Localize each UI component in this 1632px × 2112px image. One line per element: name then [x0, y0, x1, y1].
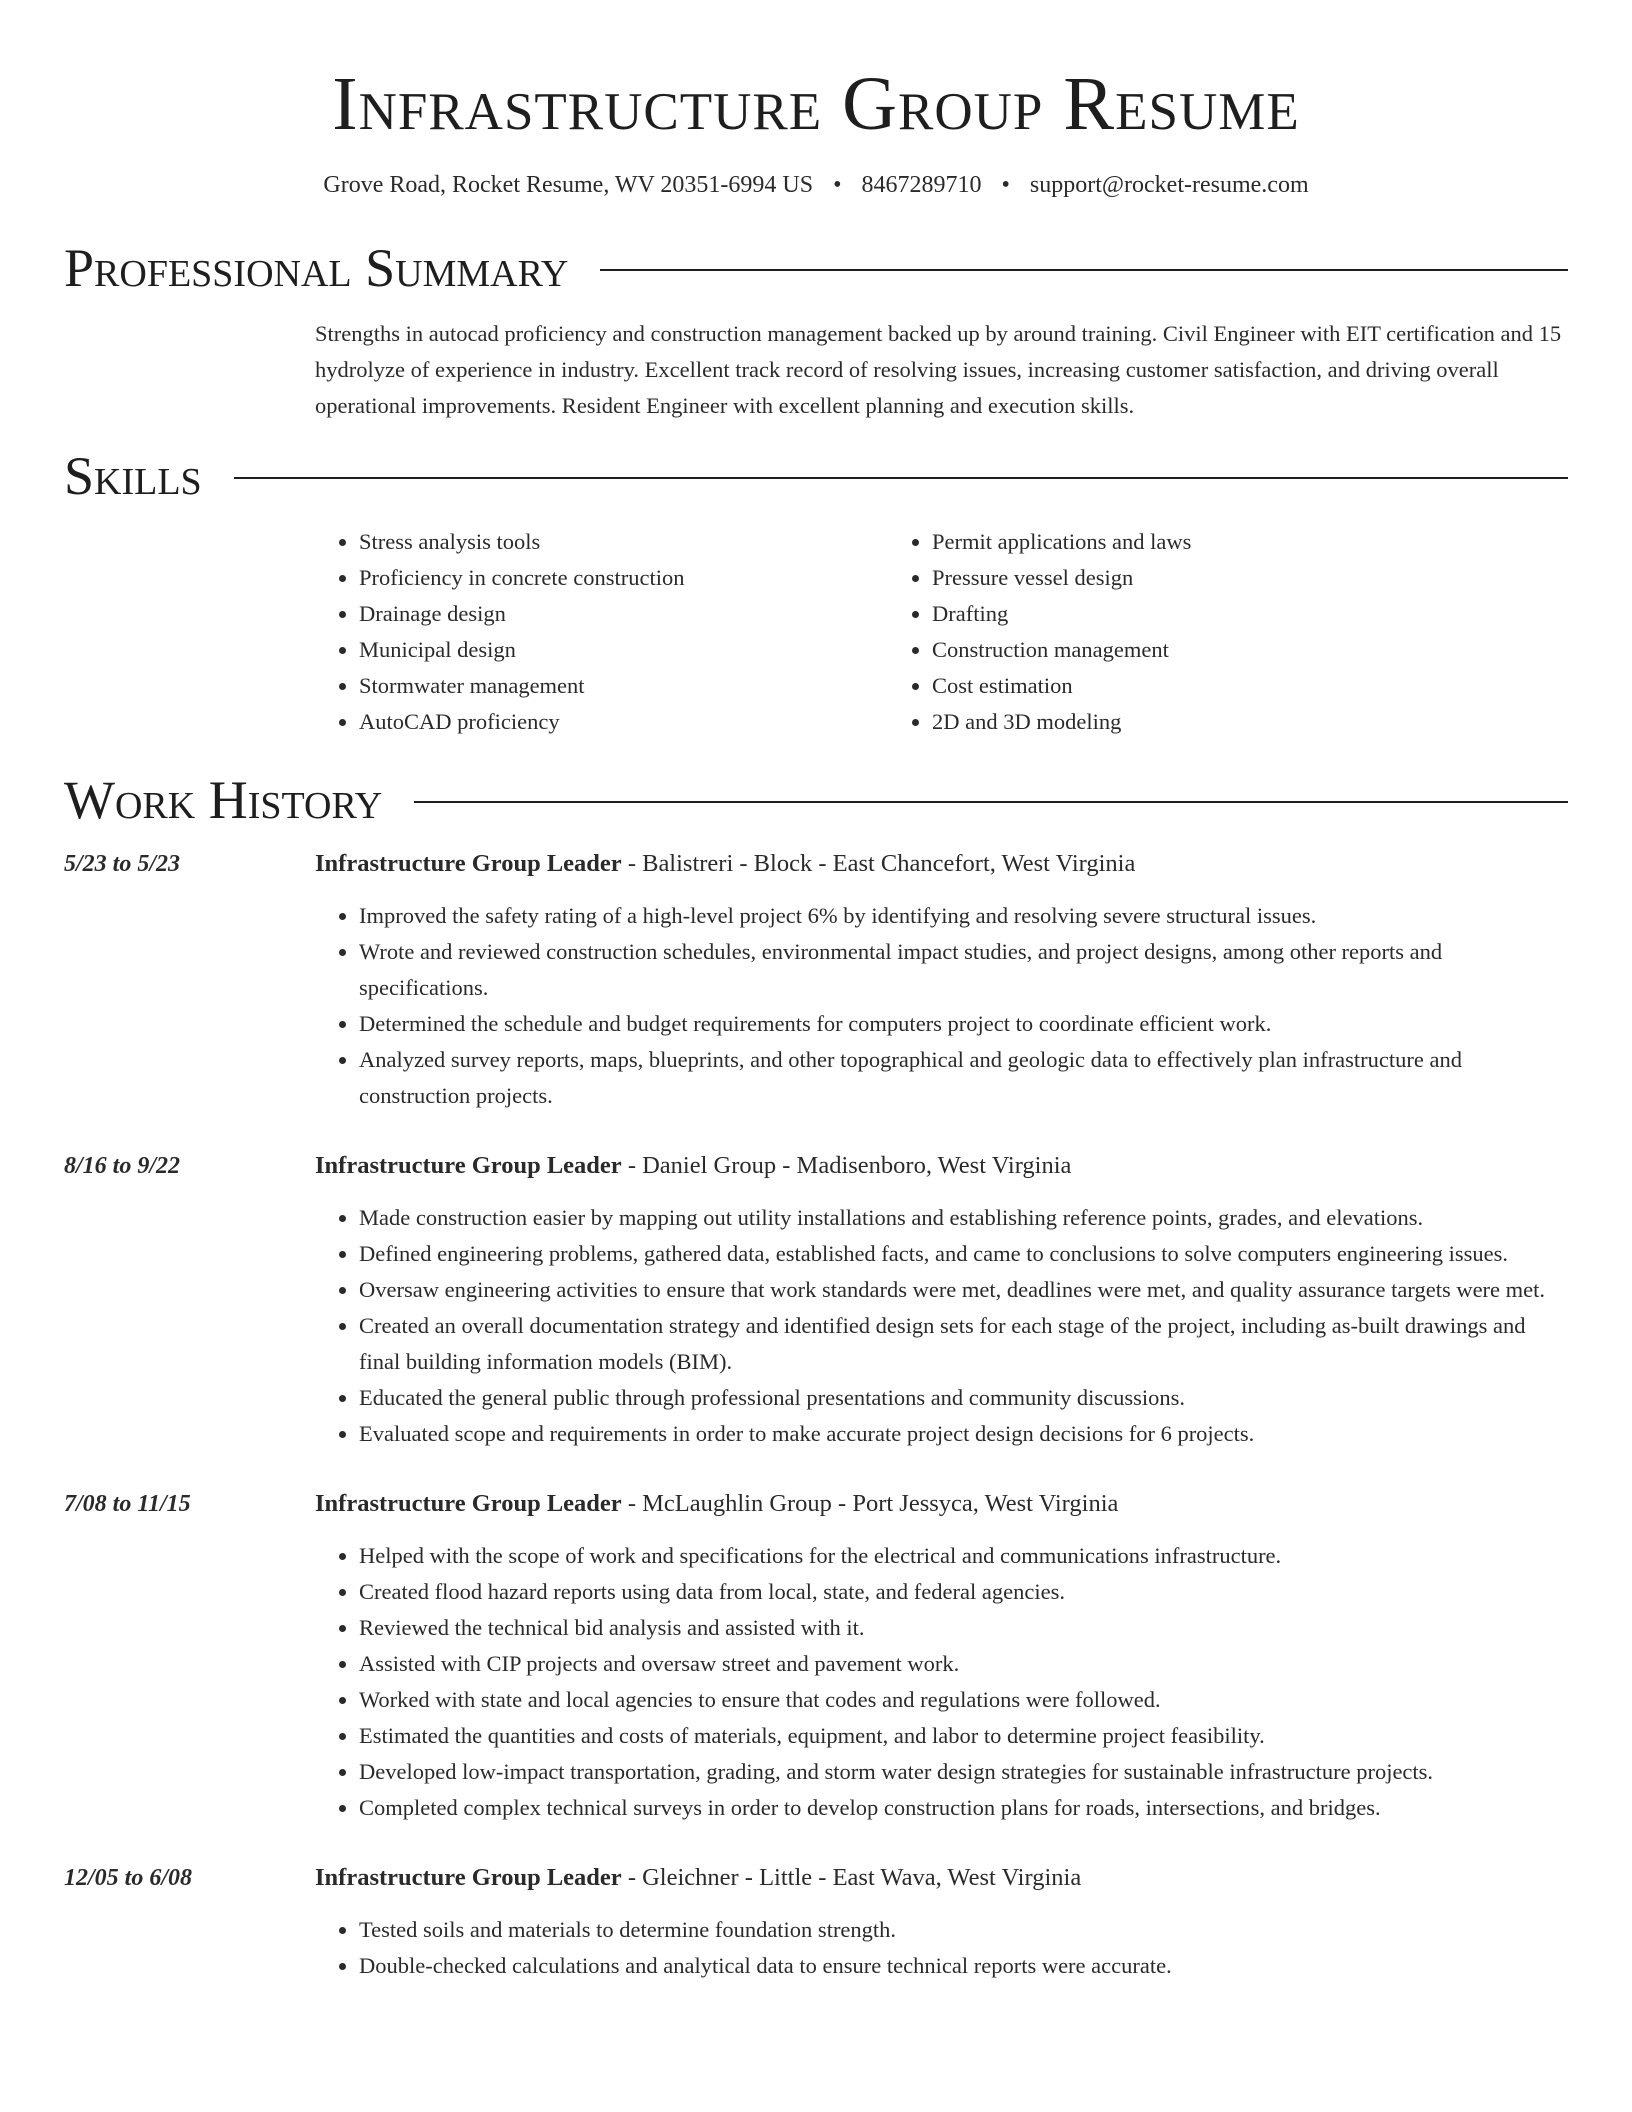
- skill-item: • Stress analysis tools: [359, 524, 888, 560]
- job-bullet: • Evaluated scope and requirements in order to make accurate project design decisions for 6 projects.: [359, 1416, 1568, 1452]
- contact-phone: 8467289710: [861, 172, 982, 198]
- job-bullet: • Double-checked calculations and analytical data to ensure technical reports were accurate.: [359, 1948, 1568, 1984]
- skills-column-left: [315, 524, 888, 740]
- job-role: Infrastructure Group Leader: [315, 1864, 622, 1891]
- skill-item: • Drafting: [932, 596, 1461, 632]
- job-bullet: • Assisted with CIP projects and oversaw street and pavement work.: [359, 1646, 1568, 1682]
- job-details: [315, 1486, 1568, 1826]
- job-bullet: • Developed low-impact transportation, grading, and storm water design strategies for sustainable infrastructure projects.: [359, 1754, 1568, 1790]
- job-entry: [64, 846, 1568, 1114]
- job-bullet: • Oversaw engineering activities to ensure that work standards were met, deadlines were met, and quality assurance targets were met.: [359, 1272, 1568, 1308]
- summary-text: Strengths in autocad proficiency and construction management backed up by around training. Civil Engineer with EIT certification and 15 hydrolyze of experience in industry. Excellent track record of resolving issues, increasing customer satisfaction, and driving overall operational improvements. Resident Engineer with excellent planning and execution skills.: [315, 321, 1562, 418]
- job-bullet: • Worked with state and local agencies to ensure that codes and regulations were followed.: [359, 1682, 1568, 1718]
- resume-name: Infrastructure Group Resume: [332, 62, 1300, 146]
- job-dates: 8/16 to 9/22: [64, 1153, 181, 1179]
- work-heading: Work History: [64, 770, 383, 830]
- job-details: [315, 846, 1568, 1114]
- skill-item: • Proficiency in concrete construction: [359, 560, 888, 596]
- job-bullet: • Completed complex technical surveys in order to develop construction plans for roads, intersections, and bridges.: [359, 1790, 1568, 1826]
- skill-item: • Municipal design: [359, 632, 888, 668]
- work-section-header: [64, 770, 1568, 830]
- job-details: [315, 1860, 1568, 1984]
- contact-separator: •: [833, 172, 842, 198]
- job-bullet: • Defined engineering problems, gathered data, established facts, and came to conclusions to solve computers engineering issues.: [359, 1236, 1568, 1272]
- job-dates: 7/08 to 11/15: [64, 1491, 191, 1517]
- job-company: - Balistreri - Block - East Chancefort, West Virginia: [621, 850, 1136, 877]
- section-divider: [414, 801, 1568, 803]
- job-bullet: • Created flood hazard reports using data from local, state, and federal agencies.: [359, 1574, 1568, 1610]
- job-dates: 5/23 to 5/23: [64, 851, 181, 877]
- job-title-line: [315, 846, 1568, 882]
- skills-section-header: [64, 446, 1568, 506]
- job-dates: 12/05 to 6/08: [64, 1865, 193, 1891]
- job-title-line: [315, 1486, 1568, 1522]
- job-title-line: [315, 1148, 1568, 1184]
- skill-item: • Stormwater management: [359, 668, 888, 704]
- skills-heading: Skills: [64, 446, 202, 506]
- job-bullet: • Tested soils and materials to determine foundation strength.: [359, 1912, 1568, 1948]
- skill-item: • 2D and 3D modeling: [932, 704, 1461, 740]
- contact-email: support@rocket-resume.com: [1029, 172, 1309, 198]
- job-bullets: [315, 1538, 1568, 1826]
- job-role: Infrastructure Group Leader: [315, 850, 622, 877]
- contact-separator: •: [1001, 172, 1010, 198]
- job-company: - Gleichner - Little - East Wava, West Virginia: [621, 1864, 1082, 1891]
- job-bullets: [315, 1912, 1568, 1984]
- skill-item: • Construction management: [932, 632, 1461, 668]
- skill-item: • Drainage design: [359, 596, 888, 632]
- contact-line: [64, 170, 1568, 200]
- skills-list: [315, 524, 1568, 740]
- section-divider: [234, 477, 1568, 479]
- job-company: - Daniel Group - Madisenboro, West Virginia: [621, 1152, 1072, 1179]
- summary-heading: Professional Summary: [64, 238, 569, 298]
- job-bullet: • Made construction easier by mapping out utility installations and establishing reference points, grades, and elevations.: [359, 1200, 1568, 1236]
- job-company: - McLaughlin Group - Port Jessyca, West Virginia: [621, 1490, 1119, 1517]
- job-bullet: • Created an overall documentation strategy and identified design sets for each stage of the project, including as-built drawings and final building information models (BIM).: [359, 1308, 1568, 1380]
- skill-item: • Cost estimation: [932, 668, 1461, 704]
- job-bullets: [315, 1200, 1568, 1452]
- job-bullet: • Estimated the quantities and costs of materials, equipment, and labor to determine project feasibility.: [359, 1718, 1568, 1754]
- summary-section-header: [64, 238, 1568, 298]
- job-details: [315, 1148, 1568, 1452]
- contact-address: Grove Road, Rocket Resume, WV 20351-6994 US: [323, 172, 814, 198]
- job-bullet: • Reviewed the technical bid analysis and assisted with it.: [359, 1610, 1568, 1646]
- skill-item: • AutoCAD proficiency: [359, 704, 888, 740]
- job-bullets: [315, 898, 1568, 1114]
- job-title-line: [315, 1860, 1568, 1896]
- skills-column-right: [888, 524, 1461, 740]
- job-bullet: • Wrote and reviewed construction schedules, environmental impact studies, and project designs, among other reports and specifications.: [359, 934, 1568, 1006]
- skill-item: • Pressure vessel design: [932, 560, 1461, 596]
- job-bullet: • Improved the safety rating of a high-level project 6% by identifying and resolving severe structural issues.: [359, 898, 1568, 934]
- section-divider: [600, 269, 1568, 271]
- job-entry: [64, 1148, 1568, 1452]
- job-role: Infrastructure Group Leader: [315, 1152, 622, 1179]
- job-entry: [64, 1486, 1568, 1826]
- job-bullet: • Analyzed survey reports, maps, blueprints, and other topographical and geologic data to effectively plan infrastructure and construction projects.: [359, 1042, 1568, 1114]
- job-bullet: • Determined the schedule and budget requirements for computers project to coordinate efficient work.: [359, 1006, 1568, 1042]
- job-bullet: • Helped with the scope of work and specifications for the electrical and communications infrastructure.: [359, 1538, 1568, 1574]
- job-entry: [64, 1860, 1568, 1984]
- job-role: Infrastructure Group Leader: [315, 1490, 622, 1517]
- job-bullet: • Educated the general public through professional presentations and community discussions.: [359, 1380, 1568, 1416]
- skill-item: • Permit applications and laws: [932, 524, 1461, 560]
